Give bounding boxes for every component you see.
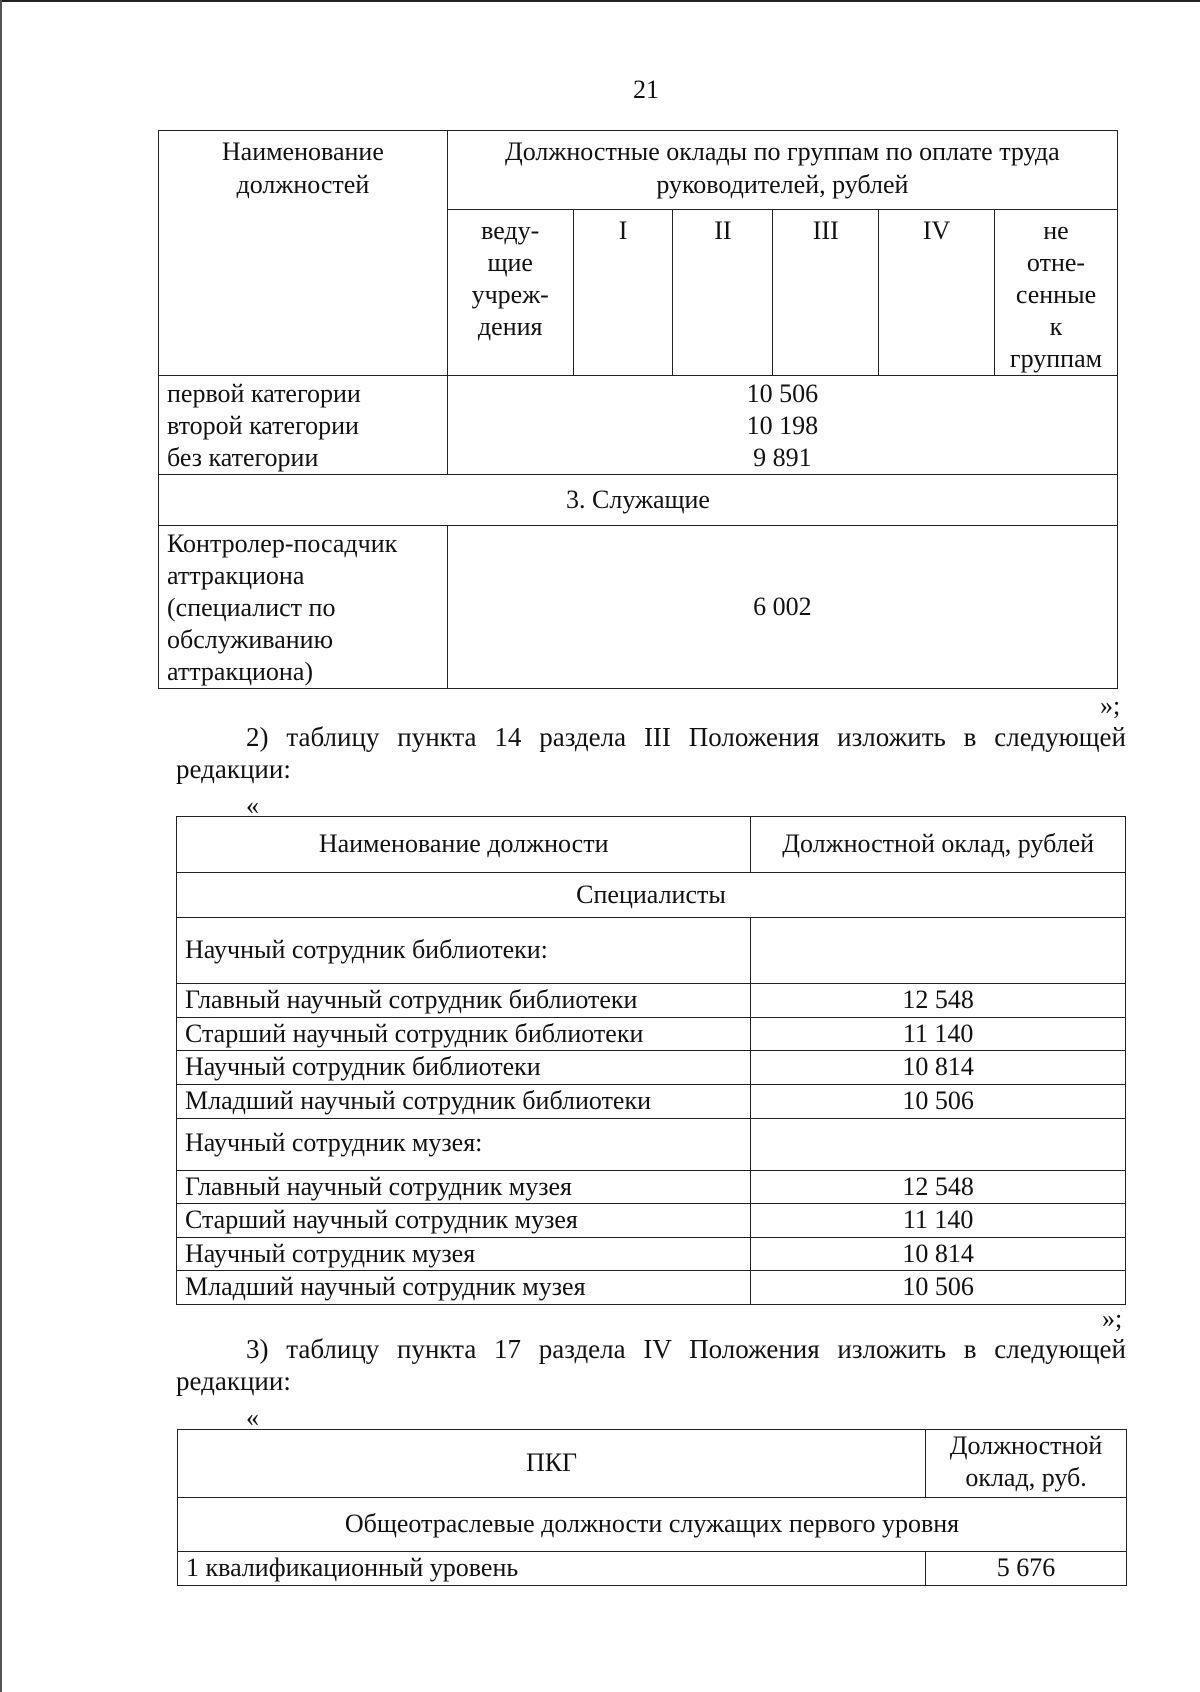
page-edge-left: [0, 0, 2, 1692]
header-position: Наименование должности: [177, 817, 751, 873]
row-value: 12 548: [751, 1170, 1126, 1204]
opening-quote-3: «: [246, 1403, 259, 1432]
column-group-2: II: [673, 210, 773, 376]
row-name: Старший научный сотрудник музея: [177, 1204, 751, 1238]
row-name: Старший научный сотрудник библиотеки: [177, 1017, 751, 1051]
header-salary: Должностной оклад, рублей: [751, 817, 1126, 873]
salary-groups-table: [158, 130, 1118, 689]
closing-quote-1: »;: [1100, 691, 1121, 720]
employee-position: Контролер-посадчик аттракциона (специалист по обслуживанию аттракциона): [159, 526, 448, 689]
category-first: первой категории: [167, 379, 361, 408]
column-leading-institutions: [447, 210, 573, 376]
row-name: Главный научный сотрудник библиотеки: [177, 984, 751, 1018]
row-value: 11 140: [751, 1017, 1126, 1051]
row-name: Младший научный сотрудник музея: [177, 1271, 751, 1305]
paragraph-item-2-text: 2) таблицу пункта 14 раздела III Положения изложить в следующей редакции:: [176, 722, 1126, 784]
column-group-1: I: [573, 210, 673, 376]
row-name: Главный научный сотрудник музея: [177, 1170, 751, 1204]
page-number: 21: [633, 75, 659, 104]
page-edge-top: [0, 0, 1200, 2]
row-value: 12 548: [751, 984, 1126, 1018]
employee-salary: 6 002: [447, 526, 1117, 689]
header-pkg: ПКГ: [178, 1430, 926, 1498]
row-name: Научный сотрудник музея: [177, 1237, 751, 1271]
section-employees: 3. Служащие: [159, 475, 1118, 526]
column-label: веду- щие учреж- дения: [471, 216, 549, 341]
row-value: 5 676: [926, 1552, 1127, 1586]
category-names: [159, 376, 448, 475]
row-value: 10 506: [751, 1271, 1126, 1305]
category-none: без категории: [167, 443, 319, 472]
value-none: 9 891: [753, 443, 812, 472]
paragraph-item-3: [176, 1333, 1126, 1397]
row-value: 10 506: [751, 1084, 1126, 1118]
group-library-title: Научный сотрудник библиотеки:: [177, 918, 751, 984]
specialists-salary-table: [176, 816, 1126, 1305]
section-general-employees: Общеотраслевые должности служащих первого уровня: [178, 1498, 1127, 1552]
row-value: 11 140: [751, 1204, 1126, 1238]
row-value: 10 814: [751, 1237, 1126, 1271]
section-specialists: Специалисты: [177, 873, 1126, 918]
category-values: [447, 376, 1117, 475]
opening-quote-2: «: [246, 791, 259, 820]
column-group-4: IV: [879, 210, 995, 376]
value-second: 10 198: [746, 411, 819, 440]
header-position-names: Наименование должностей: [159, 131, 448, 376]
column-unassigned: [995, 210, 1118, 376]
group-library-empty: [751, 918, 1126, 984]
pkg-salary-table: [177, 1429, 1127, 1586]
row-value: 10 814: [751, 1051, 1126, 1085]
header-salary-groups: Должностные оклады по группам по оплате труда руководителей, рублей: [447, 131, 1117, 210]
value-first: 10 506: [746, 379, 819, 408]
row-name: 1 квалификационный уровень: [178, 1552, 926, 1586]
paragraph-item-3-text: 3) таблицу пункта 17 раздела IV Положения изложить в следующей редакции:: [176, 1334, 1126, 1396]
row-name: Младший научный сотрудник библиотеки: [177, 1084, 751, 1118]
header-salary: Должностной оклад, руб.: [926, 1430, 1127, 1498]
paragraph-item-2: [176, 721, 1126, 785]
category-second: второй категории: [167, 411, 359, 440]
column-group-3: III: [773, 210, 879, 376]
closing-quote-2: »;: [1102, 1304, 1123, 1333]
group-museum-title: Научный сотрудник музея:: [177, 1118, 751, 1170]
group-museum-empty: [751, 1118, 1126, 1170]
column-label: не отне- сенные к группам: [1009, 216, 1103, 373]
row-name: Научный сотрудник библиотеки: [177, 1051, 751, 1085]
